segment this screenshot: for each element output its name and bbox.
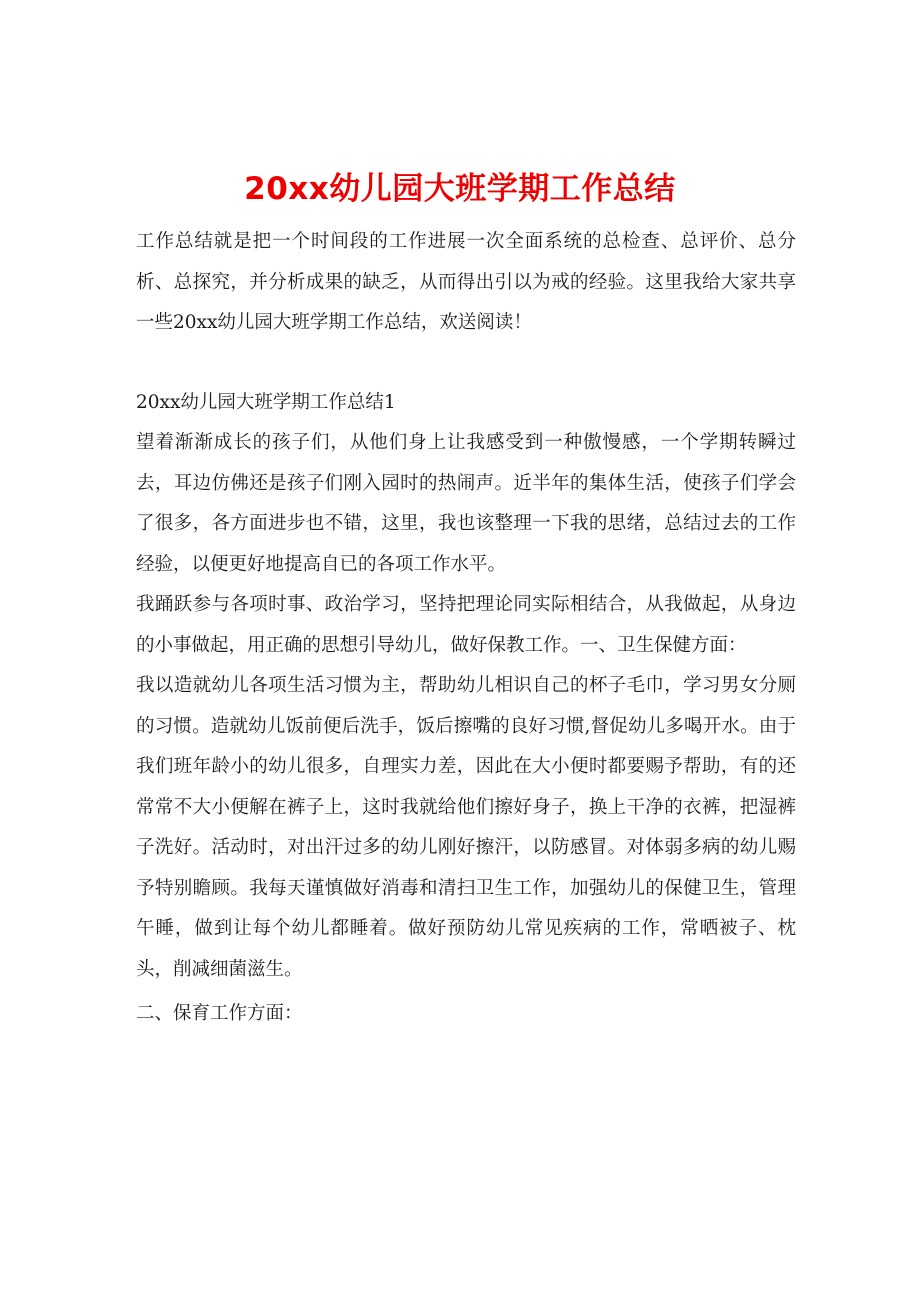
document-body — [136, 222, 796, 1035]
intro-paragraph: 工作总结就是把一个时间段的工作进展一次全面系统的总检查、总评价、总分析、总探究，并分析成果的缺乏，从而得出引以为戒的经验。这里我给大家共享一些20xx幼儿园大班学期工作总结，欢送阅读！ — [136, 231, 796, 333]
body-paragraph: 望着渐渐成长的孩子们，从他们身上让我感受到一种傲慢感，一个学期转瞬过去，耳边仿佛还是孩子们刚入园时的热闹声。近半年的集体生活，使孩子们学会了很多，各方面进步也不错，这里，我也该整理一下我的思绪，总结过去的工作经验，以便更好地提高自已的各项工作水平。 — [136, 432, 796, 575]
document-title: 20xx幼儿园大班学期工作总结 — [244, 170, 676, 207]
body-paragraph: 我以造就幼儿各项生活习惯为主，帮助幼儿相识自己的杯子毛巾，学习男女分厕的习惯。造就幼儿饭前便后洗手，饭后擦嘴的良好习惯,督促幼儿多喝开水。由于我们班年龄小的幼儿很多，自理实力差，因此在大小便时都要赐予帮助，有的还常常不大小便解在裤子上，这时我就给他们擦好身子，换上干净的衣裤，把湿裤子洗好。活动时，对出汗过多的幼儿刚好擦汗，以防感冒。对体弱多病的幼儿赐予特别瞻顾。我每天谨慎做好消毒和清扫卫生工作，加强幼儿的保健卫生，管理午睡，做到让每个幼儿都睡着。做好预防幼儿常见疾病的工作，常晒被子、枕头，削减细菌滋生。 — [136, 675, 796, 980]
body-paragraph: 我踊跃参与各项时事、政治学习，坚持把理论同实际相结合，从我做起，从身边的小事做起，用正确的思想引导幼儿，做好保教工作。一、卫生保健方面： — [136, 594, 796, 656]
section-heading: 二、保育工作方面： — [136, 1003, 303, 1024]
section-subtitle: 20xx幼儿园大班学期工作总结1 — [136, 391, 396, 413]
